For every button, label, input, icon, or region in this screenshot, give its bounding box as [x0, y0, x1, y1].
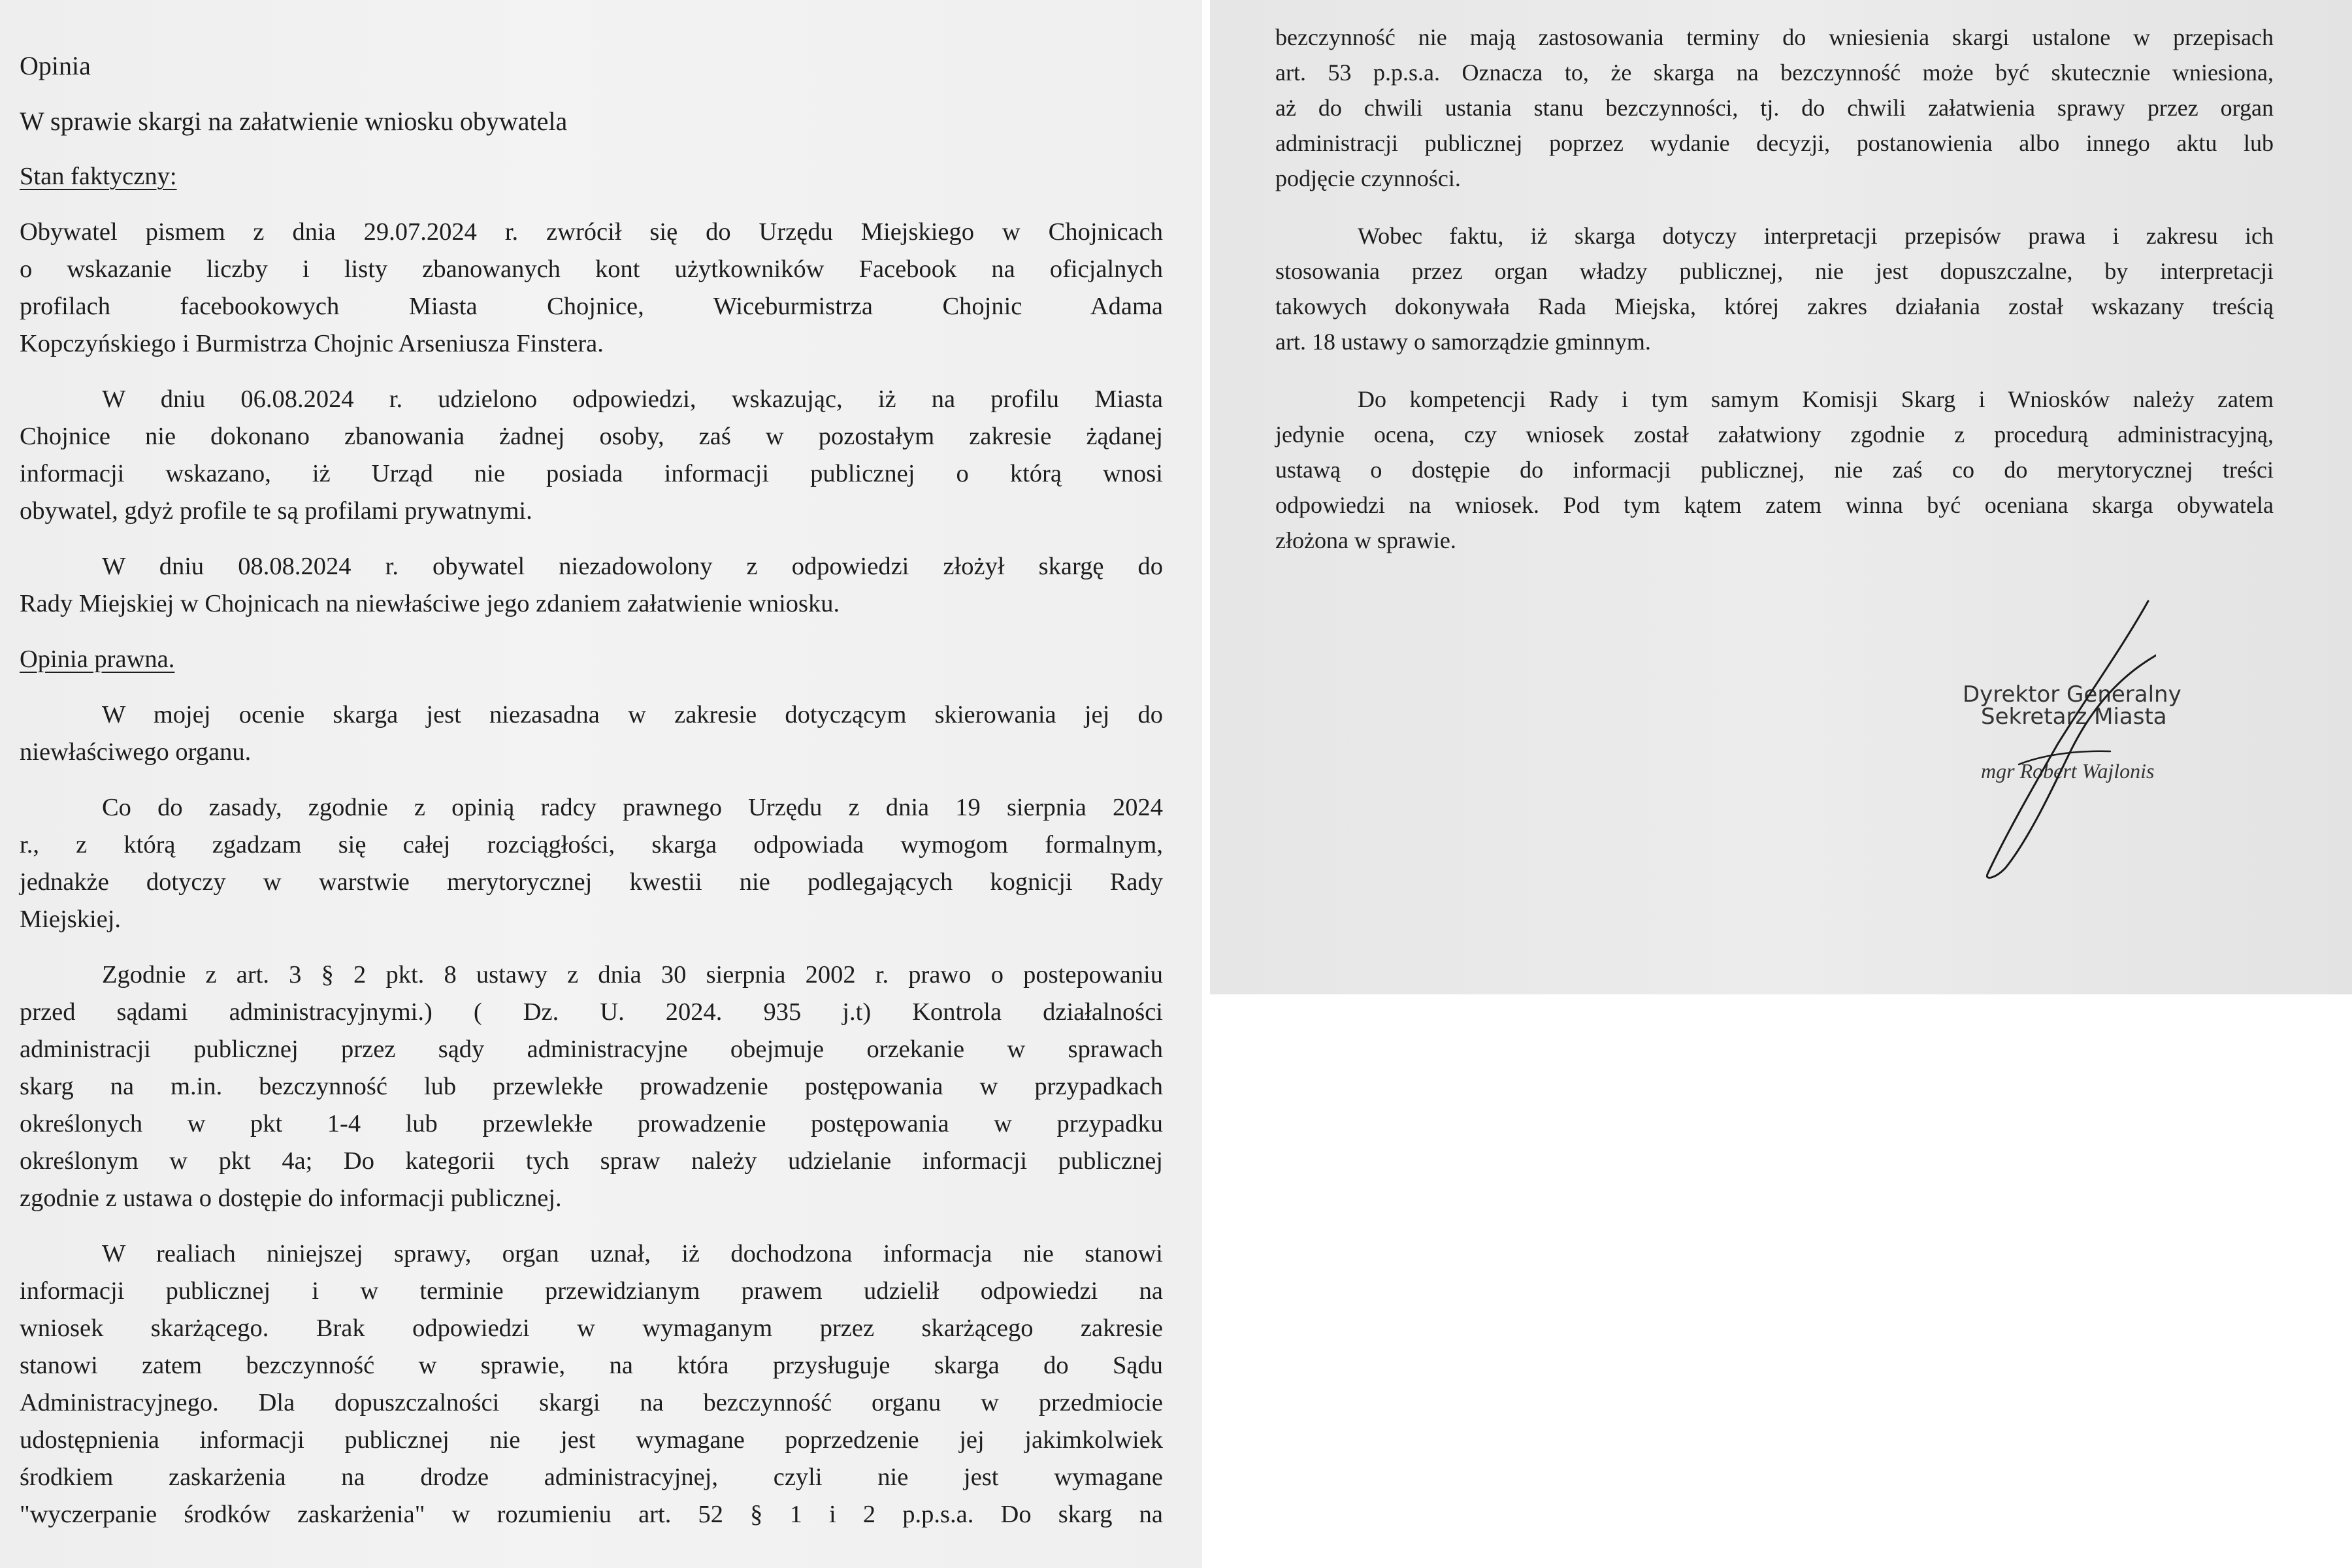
stamp-name: mgr Robert Wajlonis: [1981, 759, 2155, 783]
section-heading-opinion: Opinia prawna.: [20, 645, 175, 673]
text-line: "wyczerpanie środków zaskarżenia" w rozumieniu art. 52 § 1 i 2 p.p.s.a. Do skarg na: [20, 1501, 1163, 1528]
text-line: ustawą o dostępie do informacji publicznej, nie zaś co do merytorycznej treści: [1275, 457, 2274, 483]
text-line: stosowania przez organ władzy publicznej, nie jest dopuszczalne, by interpretacji: [1275, 258, 2274, 284]
text-line: podjęcie czynności.: [1275, 165, 1461, 191]
text-line: W dniu 06.08.2024 r. udzielono odpowiedzi, wskazując, iż na profilu Miasta: [102, 385, 1163, 413]
text-line: obywatel, gdyż profile te są profilami prywatnymi.: [20, 497, 532, 525]
text-line: zgodnie z ustawa o dostępie do informacji publicznej.: [20, 1184, 562, 1212]
text-line: skarg na m.in. bezczynność lub przewlekłe prowadzenie postępowania w przypadkach: [20, 1073, 1163, 1100]
text-line: o wskazanie liczby i listy zbanowanych kont użytkowników Facebook na oficjalnych: [20, 255, 1163, 283]
section-heading-facts: Stan faktyczny:: [20, 163, 177, 190]
paragraph-right-1: [1275, 20, 2274, 196]
stamp-title: Dyrektor Generalny: [1963, 681, 2181, 708]
text-line: Wobec faktu, iż skarga dotyczy interpretacji przepisów prawa i zakresu ich: [1358, 223, 2274, 249]
text-line: niewłaściwego organu.: [20, 738, 252, 766]
document-subject: W sprawie skargi na załatwienie wniosku obywatela: [20, 106, 568, 136]
text-line: Zgodnie z art. 3 § 2 pkt. 8 ustawy z dnia 30 sierpnia 2002 r. prawo o postepowaniu: [102, 961, 1163, 988]
paragraph-facts-2: [20, 381, 1163, 530]
text-line: Do kompetencji Rady i tym samym Komisji Skarg i Wniosków należy zatem: [1358, 386, 2274, 412]
stamp-subtitle: Sekretarz Miasta: [1981, 704, 2167, 730]
paragraph-facts-3: [20, 548, 1163, 623]
text-line: administracji publicznej przez sądy administracyjne obejmuje orzekanie w sprawach: [20, 1036, 1163, 1063]
paragraph-right-3: [1275, 382, 2274, 558]
paragraph-opinion-2: [20, 789, 1163, 938]
text-line: określonych w pkt 1-4 lub przewlekłe prowadzenie postępowania w przypadku: [20, 1110, 1163, 1137]
text-line: Miejskiej.: [20, 906, 122, 933]
text-line: określonym w pkt 4a; Do kategorii tych spraw należy udzielanie informacji publicznej: [20, 1147, 1163, 1175]
paragraph-opinion-3: [20, 956, 1163, 1217]
text-line: W dniu 08.08.2024 r. obywatel niezadowolony z odpowiedzi złożył skargę do: [102, 553, 1163, 580]
text-line: Obywatel pismem z dnia 29.07.2024 r. zwrócił się do Urzędu Miejskiego w Chojnicach: [20, 218, 1163, 246]
text-line: udostępnienia informacji publicznej nie jest wymagane poprzedzenie jej jakimkolwiek: [20, 1426, 1163, 1454]
handwritten-signature: [1960, 593, 2156, 887]
text-line: art. 18 ustawy o samorządzie gminnym.: [1275, 329, 1651, 355]
text-line: Co do zasady, zgodnie z opinią radcy prawnego Urzędu z dnia 19 sierpnia 2024: [102, 794, 1163, 821]
text-line: stanowi zatem bezczynność w sprawie, na która przysługuje skarga do Sądu: [20, 1352, 1163, 1379]
text-line: Administracyjnego. Dla dopuszczalności skargi na bezczynność organu w przedmiocie: [20, 1389, 1163, 1416]
text-line: r., z którą zgadzam się całej rozciągłości, skarga odpowiada wymogom formalnym,: [20, 831, 1163, 858]
document-page-right: [1210, 0, 2352, 994]
text-line: jednakże dotyczy w warstwie merytorycznej kwestii nie podlegających kognicji Rady: [20, 868, 1163, 896]
text-line: informacji publicznej i w terminie przewidzianym prawem udzielił odpowiedzi na: [20, 1277, 1163, 1305]
text-line: informacji wskazano, iż Urząd nie posiada informacji publicznej o którą wnosi: [20, 460, 1163, 487]
text-line: odpowiedzi na wniosek. Pod tym kątem zatem winna być oceniana skarga obywatela: [1275, 492, 2274, 518]
paragraph-right-2: [1275, 218, 2274, 359]
text-line: środkiem zaskarżenia na drodze administracyjnej, czyli nie jest wymagane: [20, 1463, 1163, 1491]
paragraph-opinion-4: [20, 1235, 1163, 1533]
text-line: W realiach niniejszej sprawy, organ uznał, iż dochodzona informacja nie stanowi: [102, 1240, 1163, 1267]
text-line: jedynie ocena, czy wniosek został załatwiony zgodnie z procedurą administracyjną,: [1275, 421, 2274, 448]
document-title: Opinia: [20, 51, 91, 80]
text-line: Chojnice nie dokonano zbanowania żadnej osoby, zaś w pozostałym zakresie żądanej: [20, 423, 1163, 450]
text-line: administracji publicznej poprzez wydanie decyzji, postanowienia albo innego aktu lub: [1275, 130, 2274, 156]
text-line: profilach facebookowych Miasta Chojnice, Wiceburmistrza Chojnic Adama: [20, 293, 1163, 320]
paragraph-opinion-1: [20, 696, 1163, 771]
text-line: wniosek skarżącego. Brak odpowiedzi w wymaganym przez skarżącego zakresie: [20, 1315, 1163, 1342]
text-line: bezczynność nie mają zastosowania terminy do wniesienia skargi ustalone w przepisach: [1275, 24, 2274, 50]
text-line: aż do chwili ustania stanu bezczynności, tj. do chwili załatwienia sprawy przez organ: [1275, 95, 2274, 121]
text-line: W mojej ocenie skarga jest niezasadna w zakresie dotyczącym skierowania jej do: [102, 701, 1163, 728]
text-line: złożona w sprawie.: [1275, 527, 1456, 553]
text-line: takowych dokonywała Rada Miejska, której zakres działania został wskazany treścią: [1275, 293, 2274, 319]
text-line: Rady Miejskiej w Chojnicach na niewłaściwe jego zdaniem załatwienie wniosku.: [20, 590, 840, 617]
text-line: Kopczyńskiego i Burmistrza Chojnic Arseniusza Finstera.: [20, 330, 604, 357]
text-line: art. 53 p.p.s.a. Oznacza to, że skarga na bezczynność może być skutecznie wniesiona,: [1275, 59, 2274, 86]
paragraph-facts-1: [20, 214, 1163, 363]
text-line: przed sądami administracyjnymi.) ( Dz. U. 2024. 935 j.t) Kontrola działalności: [20, 998, 1163, 1026]
